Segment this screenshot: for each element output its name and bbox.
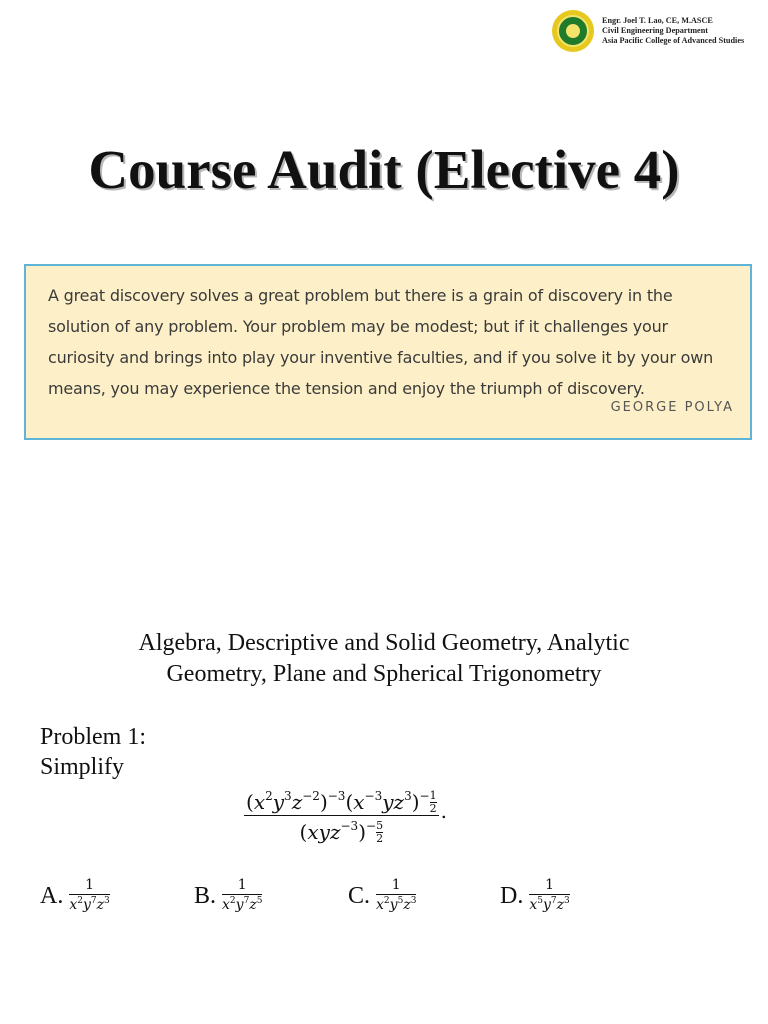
choice-fraction: 1 $x^2y^7z^5$ (222, 877, 263, 913)
subjects-line-1: Algebra, Descriptive and Solid Geometry, Analytic (138, 630, 630, 656)
choice-b[interactable] (194, 876, 262, 917)
expression-denominator: (xyz$^{-3}$)− $\frac{5}{2}$ (299, 819, 384, 845)
subjects-heading (0, 628, 768, 690)
college-name: Asia Pacific College of Advanced Studies (602, 36, 745, 45)
college-seal-icon (552, 10, 594, 52)
department-name: Civil Engineering Department (602, 26, 708, 35)
subjects-line-2: Geometry, Plane and Spherical Trigonometry (166, 661, 602, 687)
problem-label: Problem 1: (40, 724, 146, 750)
problem-expression: $(x^2y^3z^{-2})^{-3}(x^{-3}yz^3)^-$ $\frac{1}{2}$ (xyz$^{-3}$)− $\frac{5}{2}$ . (246, 789, 447, 845)
expression-numerator: $(x^2y^3z^{-2})^{-3}(x^{-3}yz^3)^-$ $\frac{1}{2}$ (246, 789, 437, 815)
problem-instruction: Simplify (40, 754, 125, 780)
choice-c[interactable] (348, 876, 416, 917)
quote-author: GEORGE POLYA (610, 400, 734, 415)
institution-header (552, 10, 744, 52)
page-title: Course Audit (Elective 4) (88, 139, 680, 200)
choice-a[interactable] (40, 876, 110, 917)
choice-fraction: 1 $x^2y^7z^3$ (69, 877, 110, 913)
author-info (602, 16, 744, 46)
choice-fraction: 1 $x^5y^7z^3$ (529, 877, 570, 913)
choice-letter: A. (40, 883, 64, 909)
author-name: Engr. Joel T. Lao, CE, M.ASCE (602, 16, 713, 25)
choice-fraction: 1 $x^2y^5z^3$ (376, 877, 417, 913)
quote-box (24, 264, 752, 440)
quote-text: A great discovery solves a great problem but there is a grain of discovery in the solution of any problem. Your problem may be modest; but if it challenges your curiosity and brings into play your inventive faculties, and if you solve it by your own means, you may experience the tension and enjoy the triumph of discovery. (48, 286, 714, 398)
choice-d[interactable] (500, 876, 570, 917)
choice-letter: C. (348, 883, 371, 909)
choice-letter: D. (500, 883, 524, 909)
choice-letter: B. (194, 883, 217, 909)
